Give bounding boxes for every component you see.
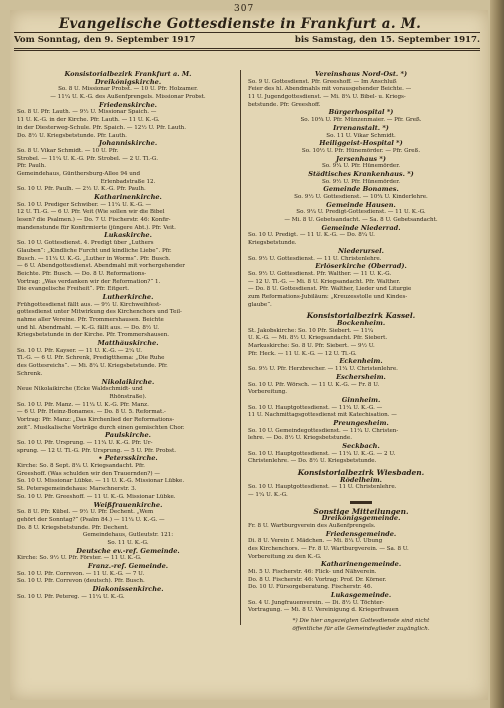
section-heading: Friedensgemeinde.: [325, 530, 397, 538]
text-line: So. 10 U. Hauptgottesdienst. — 11¼ U. K.-G. — 2 U.: [248, 450, 396, 457]
text-line: zeit“. Musikalische Vorträge durch einen gemischten Chor.: [17, 424, 185, 431]
text-line: 11 U. Jugendgottesdienst. — Mi. 8¼ U. Bibel- u. Kriegs-: [248, 94, 406, 101]
section-heading: Katharinenkirche.: [94, 194, 162, 201]
text-line-centered: So. 9¼ U. Pfr. Hünemörder.: [321, 163, 401, 170]
text-line: Do. 8½ U. Kriegsbetstunde. Pfr. Lauth.: [17, 132, 127, 139]
text-line: Vortrag: „Was verdanken wir der Reformation?“ 1.: [17, 278, 161, 285]
section-heading: Paulskirche.: [105, 432, 151, 440]
text-line: So. 10 U. Hauptgottesdienst. — 11¼ U. K.-G. —: [248, 404, 383, 411]
text-line: So. 9 U. Gottesdienst. Pfr. Greeshoff. — Im Anschluß: [248, 78, 397, 85]
text-line: So. 9½ U. Pfr. Herzbrecher. — 11¼ U. Christenlehre.: [248, 366, 398, 373]
section-heading: Vereinshaus Nord-Ost. *): [314, 71, 408, 78]
section-heading: Seckbach.: [342, 443, 380, 450]
text-line: Do. 10 U. Fürsorgeberatung. Fischerstr. 46.: [248, 584, 373, 591]
section-heading: Heiliggeist-Hospital *): [319, 140, 403, 148]
section-heading: Lukaskirche.: [104, 232, 152, 240]
text-line: — 6 U. Pfr. Heinz-Bonames. — Do. 8 U. 5. Reformat.-: [17, 409, 166, 416]
section-heading: Dreikönigskirche.: [94, 78, 162, 86]
section-heading: Ginnheim.: [341, 396, 381, 404]
text-line: Fr. 8 U. Wartburgverein des Außenfprengels.: [248, 522, 376, 529]
text-line: Vorbereitung.: [248, 389, 288, 396]
text-line: und hl. Abendmahl. — K.-G. fällt aus. — Do. 8½ U.: [17, 324, 160, 331]
text-line: Strobel. — 11¼ U. K.-G. Pfr. Strobel. — 2 U. Tl.-G.: [17, 155, 158, 162]
text-line: gehört der Sonntag?“ (Psalm 84.) — 11¼ U. K.-G. —: [17, 516, 165, 523]
text-line: Gemeindehaus, Günthersburg-Allee 94 und: [17, 170, 141, 177]
text-line: So. 10 U. Pfr. Petereg. — 11¼ U. K.-G.: [17, 593, 125, 600]
text-line: So. 10 U. Gottesdienst. 4. Predigt über „Luthers: [17, 240, 154, 247]
text-line: 12 U. Tl.-G. — 6 U. Pfr. Veit (Wie sollen wir die Bibel: [17, 209, 165, 216]
text-line: gottesdienst unter Mitwirkung des Kirchenchors und Teil-: [17, 309, 182, 316]
section-heading: Erlöserkirche (Oberrad).: [315, 263, 407, 271]
text-line-centered: So. 8 U. Missionar Probst. — 10 U. Pfr. Holzamer.: [58, 86, 198, 93]
text-line: betstunde. Pfr. Greeshoff.: [248, 101, 321, 108]
section-heading: Gemeinde Hausen.: [326, 201, 396, 209]
text-line: So. 10 U. Hauptgottesdienst. — 11 U. Christenlehre.: [248, 484, 397, 491]
section-heading: Deutsche ev.-ref. Gemeinde.: [76, 547, 180, 555]
text-line: Mi. 5 U. Fischerstr. 46: Flick- und Nähverein.: [248, 569, 377, 575]
text-line: So. 8 U. Pfr. Kübel. — 9½ U. Pfr. Dechent. „Wem: [17, 509, 154, 516]
text-line: So. 10 U. Pfr. Paulh. — 2½ U. K.-G. Pfr. Paulh.: [17, 186, 146, 193]
title-underline: [14, 32, 480, 33]
section-heading: Lutherkirche.: [102, 293, 154, 301]
text-line: Tl.-G. — 6 U. Pfr. Schrenk, Predigtthema: „Die Ruhe: [17, 355, 165, 362]
text-line: St. Petersgemeindehaus: Marschnerstr. 3.: [17, 486, 137, 493]
text-line: Die evangelische Freiheit“. Pfr. Eitgert.: [17, 286, 130, 293]
text-line: Feier des hl. Abendmahls mit vorausgehender Beichte. —: [248, 86, 412, 93]
section-heading: Dreikönigsgemeinde.: [321, 515, 401, 523]
text-line: Vortrag: Pfr. Manz: „Das Kirchenlied der Reformations-: [17, 416, 175, 423]
text-line: Neue Nikolaikirche (Ecke Waldschmidt- und: [17, 386, 143, 393]
section-heading: Eschersheim.: [336, 373, 386, 381]
text-line-centered: Gemeindehaus, Gutleutstr. 121:: [82, 532, 174, 539]
text-line: Christenlehre. — Do. 8½ U. Kriegsbetstunde.: [248, 458, 377, 465]
text-line: So. 8 U. Vikar Schmidt. — 10 U. Pfr.: [17, 147, 119, 154]
section-divider: [248, 500, 474, 508]
text-line: — Do. 8 U. Gottesdienst. Pfr. Walther, Lieder und Liturgie: [248, 286, 412, 293]
text-line: in der Diesterweg-Schule. Pfr. Spaich. — 12½ U. Pfr. Lauth.: [17, 124, 187, 131]
text-line: So. 10 U. Prediger Schwiber. — 11¼ U. K.-G. —: [17, 201, 152, 208]
text-line-centered: — 11¼ U. K.-G. des Außenfprengels. Missionar Probst.: [50, 94, 206, 101]
text-line: lehre. — Do. 8½ U. Kriegsbetstunde.: [248, 435, 352, 442]
section-heading: Bockenheim.: [336, 320, 386, 327]
text-line: So. 10 U. Predigt. — 11 U. K.-G. — Do. 8¼ U.: [248, 232, 375, 239]
footnote: öffentliche für alle Gemeindeglieder zugänglich.: [292, 625, 430, 632]
book-binding-edge: [490, 0, 504, 708]
text-line: Beichte. Pfr. Busch. — Do. 8 U. Reformations-: [17, 270, 147, 277]
text-line-centered: So. 9½ U. Gottesdienst. — 10¾ U. Kinderlehre.: [294, 194, 428, 200]
text-line: Pfr. Paulh.: [17, 163, 47, 170]
section-heading: Bürgerhospital *): [328, 109, 394, 117]
section-heading: Eckenheim.: [339, 358, 383, 366]
text-line: Kirche: So. 8 Sept. 8¼ U. Kriegsandacht. Pfr.: [17, 463, 145, 470]
section-heading: • Petersskirche.: [98, 455, 158, 463]
district-heading: Konsistorialbezirk Wiesbaden.: [297, 469, 425, 477]
text-line-centered: So. 10½ U. Pfr. Hünemörder. — Pfr. Greß.: [301, 147, 421, 154]
text-line: glaube“.: [248, 301, 272, 308]
text-line: — 1¼ U. K.-G.: [248, 492, 288, 499]
text-line: — 6 U. Abendgottesdienst. Abendmahl mit vorhergehender: [17, 263, 185, 270]
district-heading: Konsistorialbezirk Kassel.: [306, 312, 416, 320]
text-line: So. 10 U. Pfr. Manz. — 11¼ U. K.-G. Pfr. Manz.: [17, 401, 149, 408]
text-line: Greeshoff. (Was schulden wir den Trauernden?) —: [17, 470, 160, 477]
text-line: Frühgottesdienst fällt aus. — 9½ U. Kirchweihfest-: [17, 301, 162, 308]
text-line: So. 9½ U. Gottesdienst. — 11 U. Christenlehre.: [248, 255, 382, 262]
text-line: Kriegsbetstunde.: [248, 240, 297, 247]
section-heading: Nikolaikirche.: [101, 378, 155, 386]
text-line: Di. 8 U. Verein f. Mädchen. — Mi. 8¼ U. Übung: [248, 538, 383, 545]
column-divider: [240, 70, 241, 625]
text-line-centered: So. 10¾ U. Pfr. Münzenmaier. — Pfr. Greß.: [300, 117, 422, 124]
date-start: Vom Sonntag, den 9. September 1917: [14, 35, 196, 45]
text-line: So. 9½ U. Gottesdienst. Pfr. Walther. — 11 U. K.-G.: [248, 270, 392, 277]
date-rule-bottom: [14, 50, 480, 51]
section-heading: Rödelheim.: [340, 476, 382, 484]
text-line: So. 10 U. Gemeindegottesdienst. — 11¼ U. Christen-: [248, 427, 399, 434]
text-line: So. 10 U. Pfr. Correvon. — 11 U. K.-G. — 7 U.: [17, 570, 145, 577]
text-line-centered: So. 11 U. Vikar Schmidt.: [326, 132, 396, 139]
text-line: lesen? die Psalmen.) — Do. 7 U. Fischerstr. 46: Konfir-: [17, 217, 171, 224]
text-line-centered: So. 9¼ U. Predigt-Gottesdienst. — 11 U. K.-G.: [296, 209, 426, 216]
left-column: [17, 71, 239, 601]
page-number: 307: [234, 4, 255, 14]
text-line: So. 8 U. Pfr. Lauth. — 9½ U. Missionar Spaich. —: [17, 109, 157, 116]
text-line: Kirche: So. 9½ U. Pfr. Förster. — 11 U. K.-G.: [17, 555, 142, 562]
text-line: Busch. — 11¼ U. K.-G. „Luther in Worms“. Pfr. Busch.: [17, 255, 171, 262]
section-heading: Weißfrauenkirche.: [93, 501, 163, 509]
text-line: So. 10 U. Missionar Lübke. — 11 U. K.-G. Missionar Lübke.: [17, 478, 185, 485]
text-line-centered: So. 9½ U. Pfr. Hünemörder.: [321, 178, 401, 185]
text-line: St. Jakobskirche: So. 10 Pfr. Siebert. — 11¼: [248, 327, 374, 334]
section-heading: Niederursel.: [338, 247, 384, 255]
section-heading: Städtisches Krankenhaus. *): [308, 170, 414, 178]
text-line: So. 10 U. Pfr. Greeshoff. — 11 U. K.-G. Missionar Lübke.: [17, 493, 176, 500]
text-line: So. 10 U. Pfr. Correvon (deutsch). Pfr. Busch.: [17, 578, 145, 585]
text-line: So. 10 U. Pfr. Kayser. — 11 U. K.-G. — 2¼ U.: [17, 347, 143, 354]
text-line: mandenstunde für Konfirmierte (jüngere Abt.). Pfr. Veit.: [17, 224, 176, 231]
text-line: Kriegsbetstunde in der Kirche. Pfr. Trommershausen.: [17, 332, 170, 339]
text-line: des Kirchenchors. — Fr. 8 U. Wartburgverein. — Sa. 8 U.: [248, 545, 409, 552]
date-end: bis Samstag, den 15. September 1917.: [294, 35, 480, 45]
text-line: Pfr. Heck. — 11 U. K.-G. — 12 U. Tl.-G.: [248, 350, 357, 357]
text-line: sprung. — 12 U. Tl.-G. Pfr. Ursprung. — 5 U. Pfr. Probst.: [17, 447, 177, 454]
text-line-centered: Rhönstraße).: [109, 393, 147, 400]
right-column: [248, 71, 474, 634]
district-heading: Sonstige Mitteilungen.: [313, 507, 409, 516]
date-rule-top: [14, 48, 480, 49]
section-heading: Diakonissenkirche.: [92, 586, 164, 594]
section-heading: Friedenskirche.: [99, 101, 157, 109]
text-line-centered: So. 11 U. K.-G.: [107, 539, 149, 546]
section-heading: Preungesheim.: [333, 419, 389, 427]
text-line: — 12 U. Tl.-G. — Mi. 8 U. Kriegsandacht. Pfr. Walther.: [248, 278, 401, 285]
page-title: Evangelische Gottesdienste in Frankfurt a. M.: [58, 16, 422, 32]
text-line: Vortragung. — Mi. 8 U. Vereinigung d. Kriegerfrauen: [248, 607, 399, 614]
section-heading: Lukasgemeinde.: [330, 592, 392, 600]
text-line: zum Reformations-Jubiläum: „Kreuzesstolle und Kindes-: [248, 293, 408, 300]
text-line: Do. 8 U. Fischerstr. 46: Vortrag: Prof. Dr. Körner.: [248, 576, 387, 583]
text-line: Vorbereitung zu den K.-G.: [248, 553, 322, 560]
text-line: nahme aller Vereine. Pfr. Trommershausen. Beichte: [17, 317, 164, 323]
text-line: So. 4 U. Jungfrauenverein. — Di. 8½ U. Töchter-: [248, 599, 385, 606]
text-line: 11 U. K.-G. in der Kirche. Pfr. Lauth. — 11 U. K.-G.: [17, 117, 160, 124]
text-line: U. K.-G. — Mi. 8½ U. Kriegsandacht. Pfr. Siebert.: [248, 335, 388, 342]
date-range: [14, 35, 480, 45]
section-heading: Gemeinde Bonames.: [323, 186, 399, 194]
text-line: des Gottesreichs“. — Mi. 8¼ U. Kriegsbetstunde. Pfr.: [17, 363, 168, 370]
text-line-centered: — Mi. 8 U. Gebetsandacht. — Sa. 8 U. Gebetsandacht.: [284, 217, 438, 224]
text-line-centered: Erlenbadstraße 12.: [100, 178, 156, 185]
text-line: 11 U. Nachmittagsgottesdienst mit Katechisation. —: [248, 412, 397, 419]
text-line: Glauben“: „Kindliche Furcht und kindliche Liebe“. Pfr.: [17, 247, 172, 254]
section-heading: Johanniskirche.: [98, 140, 158, 148]
footnote: *) Die hier angezeigten Gottesdienste sind nicht: [292, 618, 430, 625]
section-heading: Katharinengemeinde.: [320, 561, 402, 569]
section-heading: Gemeinde Niederrad.: [321, 224, 401, 232]
text-line: So. 10 U. Pfr. Wörsch. — 11 U. K.-G. — Fr. 8 U.: [248, 381, 380, 388]
section-heading: Matthäuskirche.: [97, 340, 159, 348]
text-line: Schrenk.: [17, 370, 43, 377]
text-line: Do. 8 U. Kriegsbetstunde. Pfr. Dechent.: [17, 524, 129, 531]
section-heading: Konsistorialbezirk Frankfurt a. M.: [64, 71, 192, 78]
text-line: Markuskirche: So. 8 U. Pfr. Siebert. — 9½ U.: [248, 343, 375, 350]
text-line: So. 10 U. Pfr. Ursprung. — 11¼ U. K.-G. Pfr. Ur-: [17, 440, 153, 446]
section-heading: Franz.-ref. Gemeinde.: [87, 563, 169, 570]
section-heading: Jersenhaus *): [336, 155, 386, 163]
section-heading: Irrenanstalt. *): [333, 124, 389, 132]
